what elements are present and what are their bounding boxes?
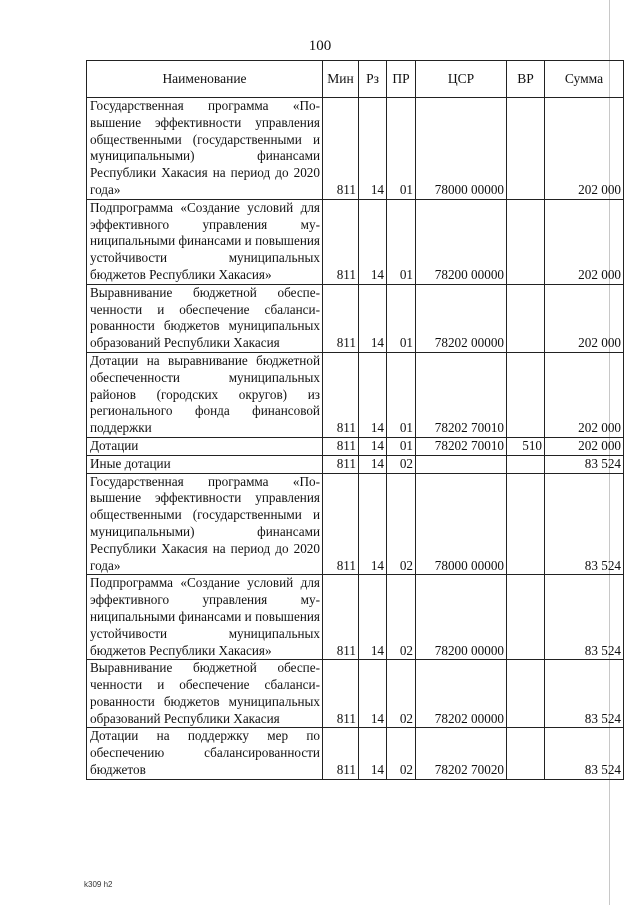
header-sum: Сумма bbox=[545, 61, 624, 98]
table-row bbox=[87, 575, 624, 660]
row-min: 811 bbox=[323, 284, 359, 352]
row-sum: 83 524 bbox=[545, 473, 624, 575]
table-row bbox=[87, 660, 624, 728]
row-vr bbox=[507, 728, 545, 779]
row-sum: 83 524 bbox=[545, 728, 624, 779]
budget-table bbox=[86, 60, 624, 780]
row-rz: 14 bbox=[359, 455, 387, 473]
row-rz: 14 bbox=[359, 98, 387, 200]
row-rz: 14 bbox=[359, 728, 387, 779]
row-name: Иные дотации bbox=[87, 455, 323, 473]
row-csr: 78200 00000 bbox=[416, 575, 507, 660]
row-pr: 01 bbox=[387, 199, 416, 284]
table-row bbox=[87, 437, 624, 455]
row-sum: 202 000 bbox=[545, 284, 624, 352]
row-rz: 14 bbox=[359, 437, 387, 455]
row-pr: 02 bbox=[387, 660, 416, 728]
row-rz: 14 bbox=[359, 575, 387, 660]
row-sum: 83 524 bbox=[545, 660, 624, 728]
table-row bbox=[87, 98, 624, 200]
header-rz: Рз bbox=[359, 61, 387, 98]
row-csr: 78202 70010 bbox=[416, 352, 507, 437]
row-sum: 202 000 bbox=[545, 98, 624, 200]
row-pr: 01 bbox=[387, 352, 416, 437]
header-pr: ПР bbox=[387, 61, 416, 98]
page-number: 100 bbox=[308, 38, 332, 54]
row-sum: 83 524 bbox=[545, 455, 624, 473]
row-name: Государственная программа «Повышение эффективности управления общественными (государственными и муниципальными) финансами Республики Хакасия на период до 2020 года» bbox=[87, 98, 323, 200]
row-sum: 202 000 bbox=[545, 352, 624, 437]
row-csr: 78202 70010 bbox=[416, 437, 507, 455]
row-pr: 01 bbox=[387, 98, 416, 200]
row-csr: 78200 00000 bbox=[416, 199, 507, 284]
row-vr bbox=[507, 199, 545, 284]
header-name: Наименование bbox=[87, 61, 323, 98]
row-min: 811 bbox=[323, 437, 359, 455]
row-vr bbox=[507, 352, 545, 437]
row-min: 811 bbox=[323, 199, 359, 284]
row-min: 811 bbox=[323, 728, 359, 779]
row-csr: 78000 00000 bbox=[416, 98, 507, 200]
row-name: Дотации на поддержку мер по обеспечению сбалансированности бюджетов bbox=[87, 728, 323, 779]
table-row bbox=[87, 455, 624, 473]
row-min: 811 bbox=[323, 660, 359, 728]
row-rz: 14 bbox=[359, 199, 387, 284]
row-name: Государственная программа «Повышение эффективности управления общественными (государственными и муниципальными) финансами Республики Хакасия на период до 2020 года» bbox=[87, 473, 323, 575]
row-min: 811 bbox=[323, 473, 359, 575]
row-vr: 510 bbox=[507, 437, 545, 455]
row-pr: 01 bbox=[387, 284, 416, 352]
row-pr: 02 bbox=[387, 728, 416, 779]
row-name: Подпрограмма «Создание условий для эффективного управления муниципальными финансами и повышения устойчивости муниципальных бюджетов Республики Хакасия» bbox=[87, 575, 323, 660]
table-row bbox=[87, 728, 624, 779]
table-row bbox=[87, 284, 624, 352]
table-row bbox=[87, 473, 624, 575]
row-vr bbox=[507, 575, 545, 660]
row-csr: 78000 00000 bbox=[416, 473, 507, 575]
row-min: 811 bbox=[323, 352, 359, 437]
row-name: Дотации bbox=[87, 437, 323, 455]
row-rz: 14 bbox=[359, 352, 387, 437]
row-csr: 78202 00000 bbox=[416, 284, 507, 352]
table-row bbox=[87, 352, 624, 437]
row-pr: 02 bbox=[387, 455, 416, 473]
row-name: Выравнивание бюджетной обеспеченности и обеспечение сбалансированности бюджетов муниципальных образований Республики Хакасия bbox=[87, 284, 323, 352]
row-vr bbox=[507, 98, 545, 200]
row-csr: 78202 00000 bbox=[416, 660, 507, 728]
row-vr bbox=[507, 455, 545, 473]
table-header-row bbox=[87, 61, 624, 98]
row-sum: 202 000 bbox=[545, 437, 624, 455]
row-name: Подпрограмма «Создание условий для эффективного управления муниципальными финансами и повышения устойчивости муниципальных бюджетов Республики Хакасия» bbox=[87, 199, 323, 284]
row-pr: 02 bbox=[387, 473, 416, 575]
header-vr: ВР bbox=[507, 61, 545, 98]
footer-mark: k309 h2 bbox=[84, 880, 113, 889]
header-csr: ЦСР bbox=[416, 61, 507, 98]
row-rz: 14 bbox=[359, 660, 387, 728]
row-sum: 83 524 bbox=[545, 575, 624, 660]
row-vr bbox=[507, 284, 545, 352]
row-csr bbox=[416, 455, 507, 473]
header-min: Мин bbox=[323, 61, 359, 98]
row-pr: 01 bbox=[387, 437, 416, 455]
row-min: 811 bbox=[323, 98, 359, 200]
row-min: 811 bbox=[323, 575, 359, 660]
table-row bbox=[87, 199, 624, 284]
row-name: Выравнивание бюджетной обеспеченности и обеспечение сбалансированности бюджетов муниципальных образований Республики Хакасия bbox=[87, 660, 323, 728]
row-pr: 02 bbox=[387, 575, 416, 660]
row-vr bbox=[507, 473, 545, 575]
row-min: 811 bbox=[323, 455, 359, 473]
row-csr: 78202 70020 bbox=[416, 728, 507, 779]
row-rz: 14 bbox=[359, 473, 387, 575]
row-name: Дотации на выравнивание бюджетной обеспеченности муниципальных районов (городских округов) из регионального фонда финансовой поддержки bbox=[87, 352, 323, 437]
row-sum: 202 000 bbox=[545, 199, 624, 284]
row-vr bbox=[507, 660, 545, 728]
row-rz: 14 bbox=[359, 284, 387, 352]
